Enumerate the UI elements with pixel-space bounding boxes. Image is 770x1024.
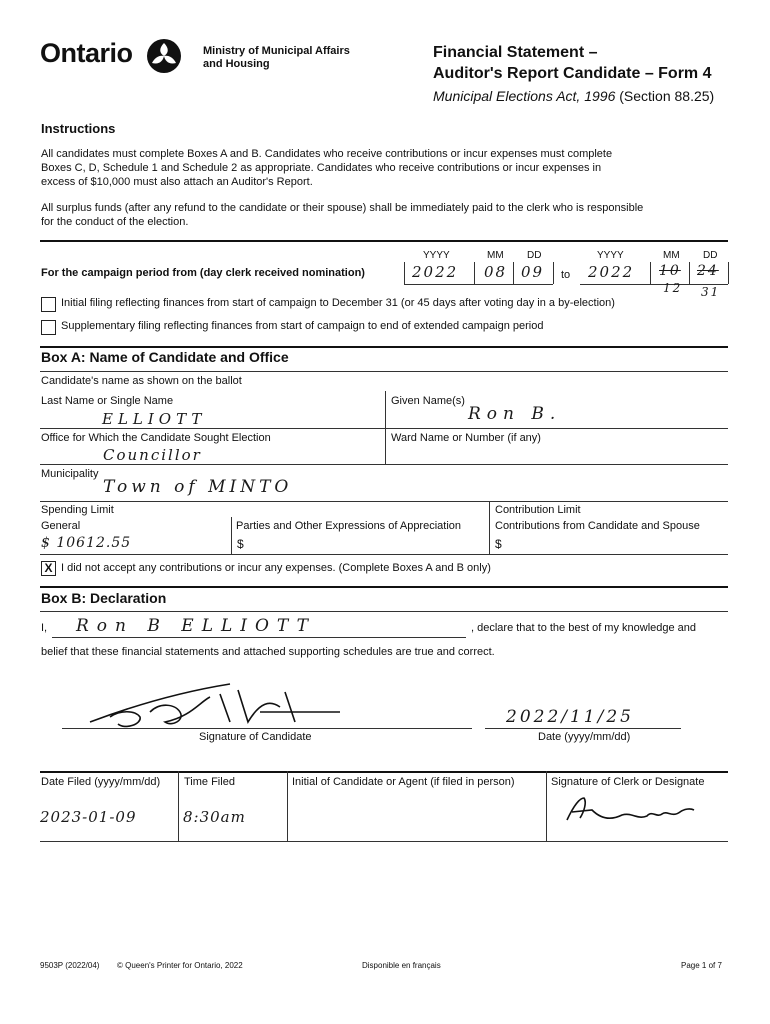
ontario-logo bbox=[40, 38, 133, 69]
date-filed-label: Date Filed (yyyy/mm/dd) bbox=[41, 776, 161, 788]
contributions-label: Contributions from Candidate and Spouse bbox=[495, 520, 700, 532]
clerk-signature-label: Signature of Clerk or Designate bbox=[551, 776, 705, 788]
spending-divider-1 bbox=[231, 517, 232, 554]
declarant-prefix: I, bbox=[41, 622, 48, 634]
french-availability: Disponible en français bbox=[362, 961, 441, 970]
ballot-name-label: Candidate's name as shown on the ballot bbox=[41, 375, 242, 387]
from-left-border bbox=[404, 262, 405, 284]
to-day-struck: 24 bbox=[697, 263, 719, 279]
date-line bbox=[485, 728, 681, 729]
initial-filing-label: Initial filing reflecting finances from start of campaign to December 31 (or 45 days after voting day in a by-election) bbox=[61, 297, 615, 309]
parties-label: Parties and Other Expressions of Appreciation bbox=[236, 520, 462, 532]
from-year-sep bbox=[474, 262, 475, 284]
logo-text: Ontario bbox=[40, 38, 133, 68]
clerk-signature bbox=[562, 790, 702, 830]
ward-label: Ward Name or Number (if any) bbox=[391, 432, 541, 444]
filed-bottom-rule bbox=[40, 841, 728, 842]
belief-text: belief that these financial statements and attached supporting schedules are true and correct. bbox=[41, 646, 495, 658]
from-month-field[interactable]: 08 bbox=[484, 263, 508, 281]
to-yyyy-label: YYYY bbox=[597, 250, 624, 261]
declarant-underline bbox=[52, 637, 466, 638]
signature-line bbox=[62, 728, 472, 729]
box-a-top-rule bbox=[40, 346, 728, 348]
supplementary-filing-checkbox[interactable] bbox=[41, 320, 56, 335]
general-label: General bbox=[41, 520, 81, 532]
to-month-struck: 10 bbox=[659, 263, 681, 279]
box-b-heading-rule bbox=[40, 611, 728, 612]
box-b-top-rule bbox=[40, 586, 728, 588]
box-a-heading-rule bbox=[40, 371, 728, 372]
from-month-sep bbox=[513, 262, 514, 284]
ministry-name bbox=[203, 45, 350, 71]
from-dd-label: DD bbox=[527, 250, 542, 261]
date-filed-field[interactable]: 2023-01-09 bbox=[40, 808, 137, 826]
page-number: Page 1 of 7 bbox=[681, 961, 722, 970]
initial-filing-checkbox[interactable] bbox=[41, 297, 56, 312]
trillium-icon bbox=[146, 38, 182, 74]
no-contributions-label: I did not accept any contributions or incur any expenses. (Complete Boxes A and B only) bbox=[61, 562, 491, 574]
signature-label: Signature of Candidate bbox=[199, 731, 312, 743]
to-year-field[interactable]: 2022 bbox=[588, 263, 635, 281]
instructions-para2-line2: for the conduct of the election. bbox=[41, 216, 189, 228]
office-field[interactable]: Councillor bbox=[103, 446, 202, 464]
to-day-corrected: 31 bbox=[701, 285, 721, 299]
instructions-para2 bbox=[41, 201, 643, 229]
declare-text: , declare that to the best of my knowledge and bbox=[471, 622, 697, 634]
to-month-corrected: 12 bbox=[663, 281, 683, 295]
from-underline bbox=[404, 284, 553, 285]
last-name-label: Last Name or Single Name bbox=[41, 395, 174, 407]
office-label: Office for Which the Candidate Sought Election bbox=[41, 432, 271, 444]
no-contributions-checkbox[interactable] bbox=[41, 561, 56, 576]
form-code: 9503P (2022/04) bbox=[40, 961, 100, 970]
form-title-line2: Auditor's Report Candidate – Form 4 bbox=[433, 65, 712, 82]
ministry-line2: and Housing bbox=[203, 58, 270, 70]
to-right-border bbox=[728, 262, 729, 284]
filed-divider-3 bbox=[546, 771, 547, 841]
initial-candidate-label: Initial of Candidate or Agent (if filed in person) bbox=[292, 776, 515, 788]
to-label: to bbox=[561, 269, 571, 281]
instructions-para2-line1: All surplus funds (after any refund to the candidate or their spouse) shall be immediately paid to the clerk who is responsible bbox=[41, 202, 644, 214]
declarant-name-field[interactable]: Ron B ELLIOTT bbox=[76, 616, 316, 636]
instructions-para1 bbox=[41, 147, 612, 189]
instructions-para1-line1: All candidates must complete Boxes A and B. Candidates who receive contributions or incur expenses must complete bbox=[41, 148, 613, 160]
from-year-field[interactable]: 2022 bbox=[412, 263, 459, 281]
general-field[interactable]: $ 10612.55 bbox=[41, 535, 132, 551]
instructions-heading: Instructions bbox=[41, 121, 116, 136]
spending-row-rule bbox=[40, 554, 728, 555]
given-name-label: Given Name(s) bbox=[391, 395, 465, 407]
signature-date-field[interactable]: 2022/11/25 bbox=[506, 707, 634, 727]
filed-divider-2 bbox=[287, 771, 288, 841]
office-divider bbox=[385, 428, 386, 465]
time-filed-label: Time Filed bbox=[184, 776, 235, 788]
instructions-para1-line3: excess of $10,000 must also attach an Auditor's Report. bbox=[41, 176, 313, 188]
from-mm-label: MM bbox=[487, 250, 504, 261]
box-b-heading: Box B: Declaration bbox=[41, 590, 167, 606]
ministry-line1: Ministry of Municipal Affairs bbox=[203, 45, 350, 57]
date-label: Date (yyyy/mm/dd) bbox=[538, 731, 631, 743]
contribution-limit-label: Contribution Limit bbox=[495, 504, 581, 516]
given-name-field[interactable]: Ron B. bbox=[468, 404, 562, 424]
spending-divider-2 bbox=[489, 501, 490, 554]
municipality-row-rule bbox=[40, 501, 728, 502]
name-row-rule bbox=[40, 428, 728, 429]
to-month-sep bbox=[689, 262, 690, 284]
from-right-border bbox=[553, 262, 554, 284]
form-title bbox=[433, 42, 712, 84]
to-year-sep bbox=[650, 262, 651, 284]
copyright: © Queen's Printer for Ontario, 2022 bbox=[117, 961, 243, 970]
period-top-rule bbox=[40, 240, 728, 242]
act-section: (Section 88.25) bbox=[615, 88, 715, 104]
from-day-field[interactable]: 09 bbox=[521, 263, 545, 281]
period-label: For the campaign period from (day clerk received nomination) bbox=[41, 267, 365, 279]
from-yyyy-label: YYYY bbox=[423, 250, 450, 261]
time-filed-field[interactable]: 8:30am bbox=[183, 808, 246, 826]
filed-divider-1 bbox=[178, 771, 179, 841]
parties-field[interactable]: $ bbox=[237, 537, 244, 551]
office-row-rule bbox=[40, 464, 728, 465]
filed-top-rule bbox=[40, 771, 728, 773]
municipality-field[interactable]: Town of MINTO bbox=[103, 477, 293, 497]
to-dd-label: DD bbox=[703, 250, 718, 261]
instructions-para1-line2: Boxes C, D, Schedule 1 and Schedule 2 as appropriate. Candidates who receive contributions or incur expenses in bbox=[41, 162, 602, 174]
spending-limit-label: Spending Limit bbox=[41, 504, 114, 516]
act-name: Municipal Elections Act, 1996 bbox=[433, 88, 616, 104]
last-name-field[interactable]: ELLIOTT bbox=[102, 410, 207, 428]
supplementary-filing-label: Supplementary filing reflecting finances from start of campaign to end of extended campaign period bbox=[61, 320, 544, 332]
contributions-field[interactable]: $ bbox=[495, 537, 502, 551]
form-title-line1: Financial Statement – bbox=[433, 44, 598, 61]
box-a-heading: Box A: Name of Candidate and Office bbox=[41, 349, 289, 365]
no-contributions-check-mark: X bbox=[44, 561, 53, 575]
municipality-label: Municipality bbox=[41, 468, 99, 480]
name-divider bbox=[385, 391, 386, 432]
to-mm-label: MM bbox=[663, 250, 680, 261]
act-reference bbox=[433, 88, 714, 104]
